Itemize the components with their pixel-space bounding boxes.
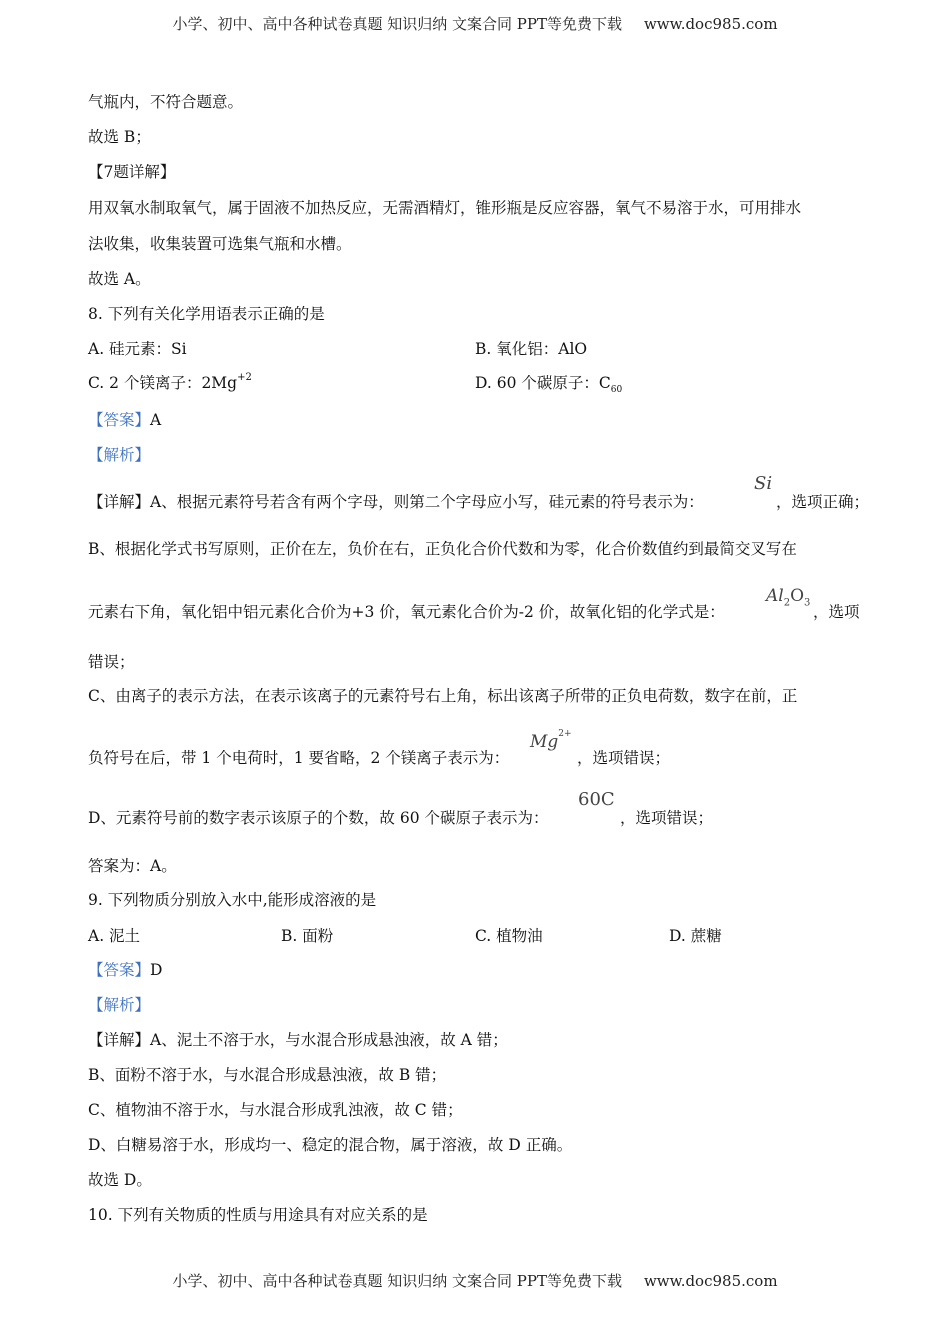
- answer-value: D: [150, 961, 163, 979]
- detail-8-b2: 元素右下角，氧化铝中铝元素化合价为+3 价，氧元素化合价为-2 价，故氧化铝的化学式是：: [88, 603, 725, 621]
- question-10: 10. 下列有关物质的性质与用途具有对应关系的是: [88, 1206, 428, 1224]
- text-line: 用双氧水制取氧气，属于固液不加热反应，无需酒精灯，锥形瓶是反应容器，氧气不易溶于水，可用排水: [88, 199, 802, 217]
- detail-text-end: ，选项正确；: [776, 493, 870, 511]
- detail-8-b3: 错误；: [88, 653, 135, 671]
- answer-summary: 故选 D。: [88, 1171, 152, 1189]
- page-header: [0, 13, 950, 34]
- detail-8-a: [88, 490, 704, 512]
- q8-option-b: B. 氧化铝：AlO: [475, 340, 588, 358]
- text-line: 气瓶内，不符合题意。: [88, 93, 244, 111]
- detail-text: A、泥土不溶于水，与水混合形成悬浊液，故 A 错；: [150, 1031, 508, 1049]
- header-url[interactable]: www.doc985.com: [643, 15, 778, 33]
- formula-part: O: [790, 586, 805, 606]
- formula-sup: 2+: [558, 729, 572, 740]
- formula-part: Al: [766, 586, 784, 606]
- footer-url[interactable]: www.doc985.com: [643, 1272, 778, 1290]
- text-line: 法收集，收集装置可选集气瓶和水槽。: [88, 235, 352, 253]
- text-line: 故选 B；: [88, 128, 151, 146]
- answer-summary: 答案为：A。: [88, 857, 177, 875]
- page-footer: [0, 1270, 950, 1291]
- q9-option-d: D. 蔗糖: [669, 927, 722, 945]
- question-8: 8. 下列有关化学用语表示正确的是: [88, 305, 325, 323]
- q9-option-b: B. 面粉: [281, 927, 334, 945]
- q8-option-c: [88, 371, 252, 393]
- detail-text-end: ，选项: [813, 603, 860, 621]
- detail-text: A、根据元素符号若含有两个字母，则第二个字母应小写，硅元素的符号表示为：: [150, 493, 704, 511]
- answer-tag: 【答案】: [88, 961, 151, 979]
- detail-8-c: C、由离子的表示方法，在表示该离子的元素符号右上角，标出该离子所带的正负电荷数，数字在前，正: [88, 687, 798, 705]
- section-heading: 【7题详解】: [88, 163, 176, 181]
- formula-mg2plus: [530, 729, 572, 752]
- detail-tag: 【详解】: [88, 493, 151, 511]
- q8-option-a: A. 硅元素：Si: [88, 340, 187, 358]
- formula-60c: 60C: [578, 789, 615, 810]
- answer-8: [88, 408, 161, 430]
- detail-8-c2: 负符号在后，带 1 个电荷时，1 要省略，2 个镁离子表示为：: [88, 749, 510, 767]
- q8d-sub: 60: [610, 385, 623, 396]
- formula-al2o3: [766, 586, 810, 608]
- formula-si: Si: [754, 473, 773, 494]
- detail-9-d: D、白糖易溶于水，形成均一、稳定的混合物，属于溶液，故 D 正确。: [88, 1136, 573, 1154]
- detail-text-end: ，选项错误；: [620, 809, 714, 827]
- question-9: 9. 下列物质分别放入水中,能形成溶液的是: [88, 891, 377, 909]
- formula-sub: 3: [804, 597, 811, 609]
- detail-9-c: C、植物油不溶于水，与水混合形成乳浊液，故 C 错；: [88, 1101, 463, 1119]
- detail-text-end: ，选项错误；: [577, 749, 671, 767]
- analysis-tag: 【解析】: [88, 996, 151, 1014]
- answer-9: [88, 958, 162, 980]
- q8c-text: C. 2 个镁离子：2Mg: [88, 374, 238, 392]
- q8-option-d: [475, 371, 622, 395]
- detail-9-b: B、面粉不溶于水，与水混合形成悬浊液，故 B 错；: [88, 1066, 447, 1084]
- detail-9-a: [88, 1028, 508, 1050]
- formula-part: Mg: [530, 732, 559, 752]
- formula-sub: 2: [783, 597, 791, 609]
- q9-option-a: A. 泥土: [88, 927, 141, 945]
- q8d-text: D. 60 个碳原子：C: [475, 374, 611, 392]
- answer-tag: 【答案】: [88, 411, 151, 429]
- detail-tag: 【详解】: [88, 1031, 151, 1049]
- q8c-sup: +2: [237, 371, 252, 383]
- footer-text: 小学、初中、高中各种试卷真题 知识归纳 文案合同 PPT等免费下载: [172, 1272, 622, 1290]
- answer-value: A: [150, 411, 162, 429]
- header-text: 小学、初中、高中各种试卷真题 知识归纳 文案合同 PPT等免费下载: [172, 15, 622, 33]
- detail-8-d: D、元素符号前的数字表示该原子的个数，故 60 个碳原子表示为：: [88, 809, 549, 827]
- text-line: 故选 A。: [88, 270, 151, 288]
- q9-option-c: C. 植物油: [475, 927, 543, 945]
- detail-8-b: B、根据化学式书写原则，正价在左，负价在右，正负化合价代数和为零，化合价数值约到最简交叉写在: [88, 540, 797, 558]
- analysis-tag: 【解析】: [88, 446, 151, 464]
